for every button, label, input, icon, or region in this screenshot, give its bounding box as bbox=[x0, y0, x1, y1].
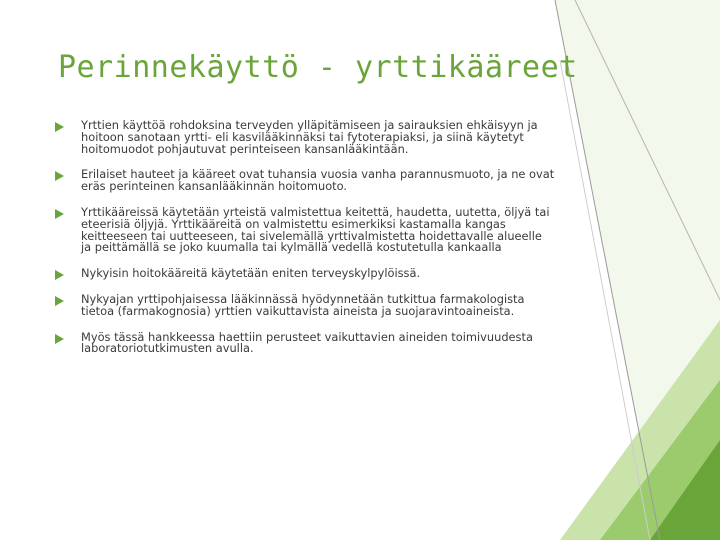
bullet-item bbox=[55, 120, 555, 155]
bullet-text: Myös tässä hankkeessa haettiin perusteet vaikuttavien aineiden toimivuudesta laboratoriotutkimusten avulla. bbox=[81, 329, 533, 356]
arrow-bullet-icon bbox=[55, 334, 64, 344]
bullet-text: Nykyisin hoitokääreitä käytetään eniten terveyskylpylöissä. bbox=[81, 266, 421, 281]
bullet-text: Nykyajan yrttipohjaisessa lääkinnässä hyödynnetään tutkittua farmakologista tietoa (farmakognosia) yrttien vaikuttavista aineista ja suojaravintoaineista. bbox=[81, 291, 525, 318]
bullet-item bbox=[55, 204, 555, 255]
bullet-text: Erilaiset hauteet ja kääreet ovat tuhansia vuosia vanha parannusmuoto, ja ne ovat eräs perinteinen kansanlääkinnän hoitomuoto. bbox=[81, 167, 555, 194]
bullet-item bbox=[55, 169, 555, 193]
slide-title: Perinnekäyttö - yrttikääreet bbox=[58, 50, 578, 85]
bullet-item bbox=[55, 329, 555, 356]
arrow-bullet-icon bbox=[55, 171, 64, 181]
arrow-bullet-icon bbox=[55, 270, 64, 280]
bullet-item bbox=[55, 268, 555, 280]
arrow-bullet-icon bbox=[55, 296, 64, 306]
arrow-bullet-icon bbox=[55, 122, 64, 132]
bullet-text: Yrttien käyttöä rohdoksina terveyden ylläpitämiseen ja sairauksien ehkäisyyn ja hoitoon sanotaan yrtti- eli kasvilääkinnäksi tai fytoterapiaksi, ja siinä käytetyt hoitomuodot pohjautuvat perinteiseen kansanlääkintään. bbox=[81, 118, 538, 156]
bullet-item bbox=[55, 291, 555, 318]
arrow-bullet-icon bbox=[55, 209, 64, 219]
bullet-text: Yrttikääreissä käytetään yrteistä valmistettua keitettä, haudetta, uutetta, öljyä tai eteerisiä öljyjä. Yrttikääreitä on valmistettu esimerkiksi kastamalla kangas keitteeseen tai uutteeseen, tai sivelemällä yrttivalmistetta hoidettavalle alueelle ja peittämällä se joko kuumalla tai kylmällä vedellä kostutetulla kankaalla bbox=[81, 204, 550, 255]
bullet-list bbox=[55, 120, 555, 369]
